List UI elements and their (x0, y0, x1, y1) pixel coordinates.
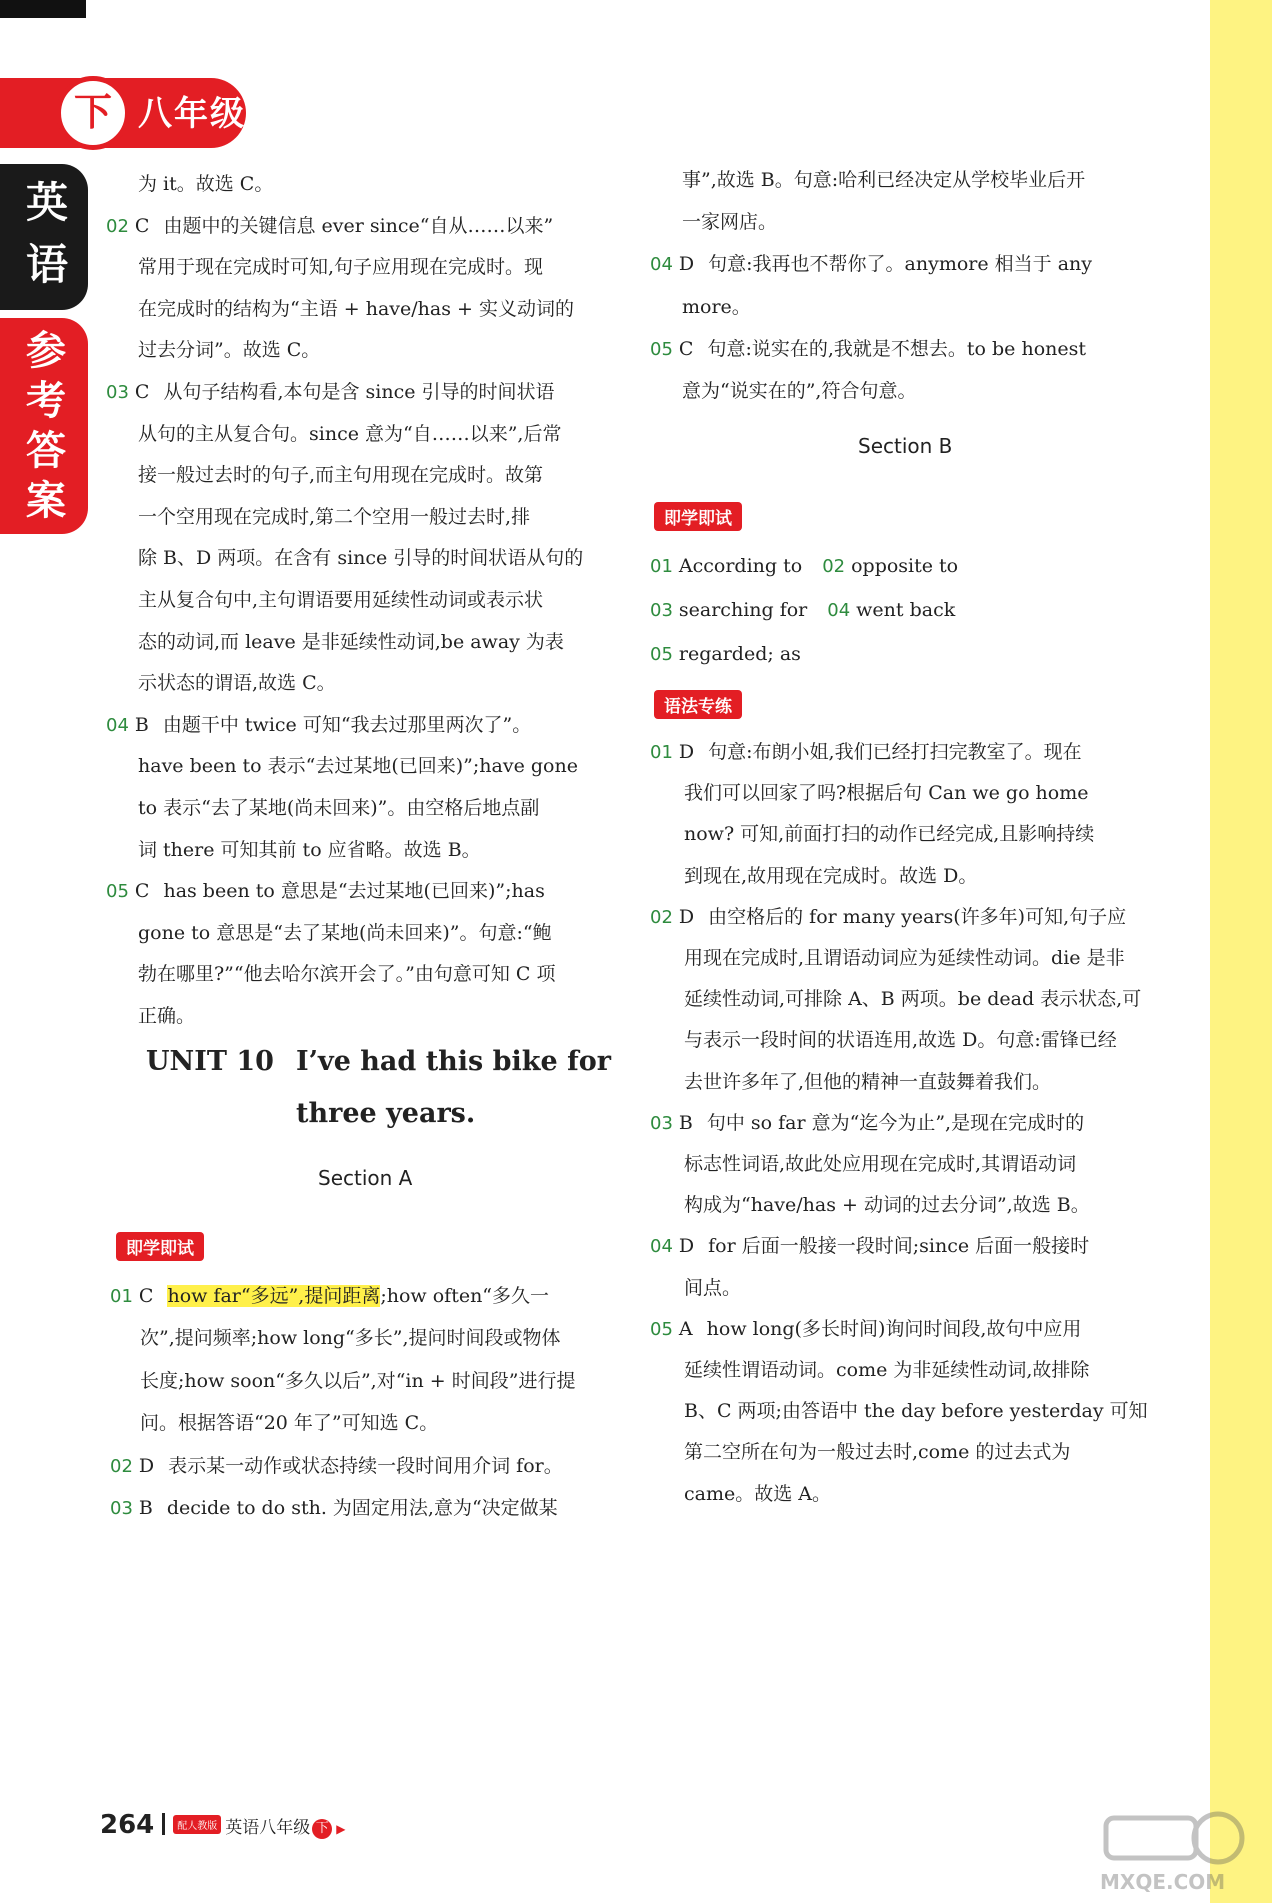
question-number: 05 (650, 1318, 673, 1340)
answer-choice: C (134, 381, 150, 403)
footer-divider (162, 1813, 165, 1835)
arrow-icon: ▶ (336, 1822, 346, 1836)
answer-choice: searching for (678, 599, 808, 621)
yellow-margin-strip (1210, 0, 1272, 1903)
explanation-text: 次”,提问频率;how long“多长”,提问时间段或物体 (140, 1327, 561, 1350)
text-line (138, 588, 543, 612)
answer-label (22, 326, 70, 526)
subject-char: 英 (25, 178, 68, 227)
text-line (684, 1070, 1051, 1094)
explanation-text: 标志性词语,故此处应用现在完成时,其谓语动词 (684, 1153, 1077, 1175)
explanation-text: has been to 意思是“去过某地(已回来)”;has (163, 880, 545, 903)
question-number: 04 (827, 600, 851, 621)
text-line (106, 713, 531, 738)
subject-label (24, 172, 70, 296)
explanation-text: came。故选 A。 (684, 1482, 831, 1505)
subject-tab (0, 164, 88, 310)
unit-title-line1: I’ve had this bike for (296, 1046, 611, 1077)
text-line (138, 297, 574, 321)
text-line (138, 255, 543, 279)
text-line (138, 838, 481, 862)
term-badge: 下 (56, 76, 130, 150)
text-line (650, 905, 1126, 930)
answer-choice: D (678, 905, 695, 928)
text-line (650, 598, 955, 623)
section-a-tag: 即学即试 (116, 1232, 204, 1261)
text-line (682, 379, 916, 403)
page-number: 264 (100, 1810, 155, 1840)
explanation-text: 第二空所在句为一般过去时,come 的过去式为 (684, 1441, 1071, 1464)
explanation-text: 接一般过去时的句子,而主句用现在完成时。故第 (138, 464, 544, 487)
explanation-text: 句意:说实在的,我就是不想去。to be honest (707, 337, 1086, 360)
explanation-text: 到现在,故用现在完成时。故选 D。 (684, 864, 978, 887)
explanation-text: 事”,故选 B。句意:哈利已经决定从学校毕业后开 (682, 169, 1086, 191)
explanation-text: how long(多长时间)询问时间段,故句中应用 (706, 1317, 1082, 1340)
question-number: 04 (650, 1236, 673, 1258)
text-line (650, 740, 1082, 765)
text-line (684, 1276, 741, 1300)
explanation-text: went back (856, 599, 956, 621)
text-line (110, 1496, 558, 1521)
text-line (684, 1440, 1070, 1464)
text-line (106, 214, 553, 239)
text-line (650, 337, 1086, 362)
explanation-text: regarded; as (678, 643, 801, 665)
section-b-title: Section B (858, 434, 953, 458)
explanation-text: 由题干中 twice 可知“我去过那里两次了”。 (162, 713, 532, 736)
question-number: 05 (106, 881, 129, 903)
grade-label: 八年级 (138, 94, 246, 134)
text-line (138, 172, 273, 196)
explanation-text: for 后面一般接一段时间;since 后面一般接时 (708, 1235, 1090, 1258)
text-line (138, 630, 564, 654)
question-number: 01 (650, 742, 673, 763)
text-line (138, 338, 320, 362)
answer-choice: D (678, 741, 695, 763)
question-number: 05 (650, 644, 673, 665)
label-char: 答 (26, 428, 66, 474)
explanation-text: now? 可知,前面打扫的动作已经完成,且影响持续 (684, 823, 1095, 846)
explanation-text: 由题中的关键信息 ever since“自从……以来” (163, 214, 554, 237)
text-line (110, 1284, 549, 1309)
question-number: 02 (650, 906, 673, 928)
explanation-text: 延续性谓语动词。come 为非延续性动词,故排除 (684, 1359, 1090, 1381)
explanation-text: 由空格后的 for many years(许多年)可知,句子应 (708, 905, 1127, 928)
text-line (138, 546, 583, 570)
text-line (684, 1152, 1076, 1176)
question-number: 03 (650, 1112, 673, 1134)
answer-choice: D (678, 1235, 695, 1258)
label-char: 参 (26, 328, 66, 374)
answer-choice: B (134, 713, 149, 736)
edition-badge: 配人教版 (173, 1815, 221, 1834)
watermark (1100, 1808, 1250, 1898)
text-line (684, 946, 1125, 970)
label-char: 案 (26, 478, 66, 524)
page-footer (100, 1810, 346, 1846)
text-line (138, 962, 555, 986)
text-line (140, 1326, 561, 1350)
explanation-text: gone to 意思是“去了某地(尚未回来)”。句意:“鲍 (138, 921, 552, 944)
explanation-text: 长度;how soon“多久以后”,对“in + 时间段”进行提 (140, 1369, 576, 1392)
explanation-text: 在完成时的结构为“主语 + have/has + 实义动词的 (138, 297, 574, 320)
explanation-text: B、C 两项;由答语中 the day before yesterday 可知 (684, 1400, 1148, 1423)
text-line (138, 921, 552, 945)
highlighted-text: how far“多远”,提问距离 (167, 1285, 381, 1307)
question-number: 03 (650, 600, 673, 621)
explanation-text: 常用于现在完成时可知,句子应用现在完成时。现 (138, 256, 544, 279)
text-line (684, 864, 977, 888)
top-black-bar (0, 0, 86, 18)
subject-char: 语 (25, 240, 68, 289)
text-line (140, 1369, 575, 1393)
unit-title-line2: three years. (296, 1098, 476, 1129)
watermark-text: MXQE.COM (1100, 1870, 1226, 1894)
text-line (650, 554, 958, 579)
text-line (110, 1454, 563, 1479)
explanation-text: ;how often“多久一 (380, 1285, 550, 1307)
text-line (138, 796, 539, 820)
explanation-text: 词 there 可知其前 to 应省略。故选 B。 (138, 838, 481, 861)
explanation-text: opposite to (851, 555, 959, 577)
explanation-text: 我们可以回家了吗?根据后句 Can we go home (684, 782, 1089, 805)
text-line (140, 1411, 438, 1435)
text-line (684, 1193, 1090, 1217)
text-line (138, 754, 578, 778)
explanation-text: have been to 表示“去过某地(已回来)”;have gone (138, 755, 578, 778)
explanation-text: 正确。 (138, 1005, 196, 1027)
explanation-text: 从句的主从复合句。since 意为“自……以来”,后常 (138, 422, 562, 445)
explanation-text: 去世许多年了,但他的精神一直鼓舞着我们。 (684, 1070, 1052, 1093)
text-line (138, 463, 543, 487)
text-line (138, 505, 530, 529)
explanation-text: 间点。 (684, 1276, 742, 1299)
book-title: 英语八年级 (225, 1818, 311, 1838)
explanation-text: decide to do sth. 为固定用法,意为“决定做某 (166, 1497, 558, 1519)
text-line (684, 1358, 1089, 1382)
text-line (650, 1234, 1089, 1259)
question-number: 01 (650, 556, 673, 577)
grade-tab (0, 76, 256, 156)
text-line (650, 1111, 1084, 1136)
explanation-text: 句中 so far 意为“迄今为止”,是现在完成时的 (706, 1111, 1085, 1134)
answer-choice: B (138, 1497, 153, 1519)
text-line (650, 1317, 1081, 1342)
explanation-text: 延续性动词,可排除 A、B 两项。be dead 表示状态,可 (684, 988, 1142, 1011)
question-number: 01 (110, 1286, 133, 1307)
answer-choice: D (138, 1454, 155, 1477)
text-line (684, 1028, 1117, 1052)
answer-choice: C (134, 880, 150, 903)
explanation-text: 为 it。故选 C。 (138, 173, 274, 195)
explanation-text: 勃在哪里?”“他去哈尔滨开会了。”由句意可知 C 项 (138, 963, 556, 986)
question-number: 03 (110, 1498, 133, 1519)
text-line (684, 781, 1089, 805)
explanation-text: to 表示“去了某地(尚未回来)”。由空格后地点副 (138, 797, 540, 819)
text-line (684, 1482, 831, 1506)
explanation-text: 与表示一段时间的状语连用,故选 D。句意:雷锋已经 (684, 1029, 1117, 1052)
answer-choice: B (678, 1111, 693, 1134)
question-number: 04 (106, 714, 129, 736)
explanation-text: 句意:布朗小姐,我们已经打扫完教室了。现在 (708, 741, 1082, 763)
question-number: 05 (650, 338, 673, 360)
watermark-logo-icon (1100, 1808, 1250, 1868)
text-line (684, 1399, 1148, 1423)
question-number: 04 (650, 254, 673, 276)
answer-choice: According to (678, 555, 803, 577)
text-line (684, 987, 1141, 1011)
explanation-text: 用现在完成时,且谓语动词应为延续性动词。die 是非 (684, 947, 1125, 969)
unit-number: UNIT 10 (146, 1046, 274, 1077)
question-number: 02 (822, 556, 846, 577)
text-line (682, 210, 777, 234)
text-line (684, 822, 1094, 846)
text-line (682, 168, 1085, 192)
answer-tab (0, 318, 88, 534)
explanation-text: 态的动词,而 leave 是非延续性动词,be away 为表 (138, 630, 564, 653)
explanation-text: 一个空用现在完成时,第二个空用一般过去时,排 (138, 505, 531, 528)
explanation-text: 从句子结构看,本句是含 since 引导的时间状语 (163, 381, 555, 403)
text-line (138, 1004, 195, 1028)
explanation-text: 表示某一动作或状态持续一段时间用介词 for。 (168, 1454, 563, 1477)
section-b-tag-grammar: 语法专练 (654, 690, 742, 719)
question-number: 03 (106, 382, 129, 403)
explanation-text: 问。根据答语“20 年了”可知选 C。 (140, 1412, 439, 1435)
answer-choice: C (138, 1285, 154, 1307)
text-line (138, 671, 336, 695)
section-a-title: Section A (318, 1166, 413, 1190)
question-number: 02 (106, 215, 129, 237)
explanation-text: 一家网店。 (682, 211, 778, 234)
text-line (650, 252, 1092, 277)
text-line (650, 642, 801, 667)
explanation-text: 示状态的谓语,故选 C。 (138, 672, 336, 695)
explanation-text: 主从复合句中,主句谓语要用延续性动词或表示状 (138, 589, 544, 611)
explanation-text: more。 (682, 295, 751, 318)
explanation-text: 句意:我再也不帮你了。anymore 相当于 any (708, 253, 1093, 276)
text-line (106, 879, 545, 904)
answer-choice: C (134, 214, 150, 237)
answer-choice: C (678, 337, 694, 360)
text-line (682, 295, 751, 319)
explanation-text: 过去分词”。故选 C。 (138, 339, 321, 362)
explanation-text: 除 B、D 两项。在含有 since 引导的时间状语从句的 (138, 547, 584, 570)
explanation-text: 意为“说实在的”,符合句意。 (682, 380, 917, 402)
answer-choice: A (678, 1317, 693, 1340)
answer-choice: D (678, 253, 695, 276)
text-line (138, 422, 561, 446)
question-number: 02 (110, 1455, 133, 1477)
label-char: 考 (26, 378, 66, 424)
footer-term-badge: 下 (312, 1819, 332, 1839)
section-b-tag-practice: 即学即试 (654, 502, 742, 531)
explanation-text: 构成为“have/has + 动词的过去分词”,故选 B。 (684, 1194, 1090, 1217)
text-line (106, 380, 555, 405)
